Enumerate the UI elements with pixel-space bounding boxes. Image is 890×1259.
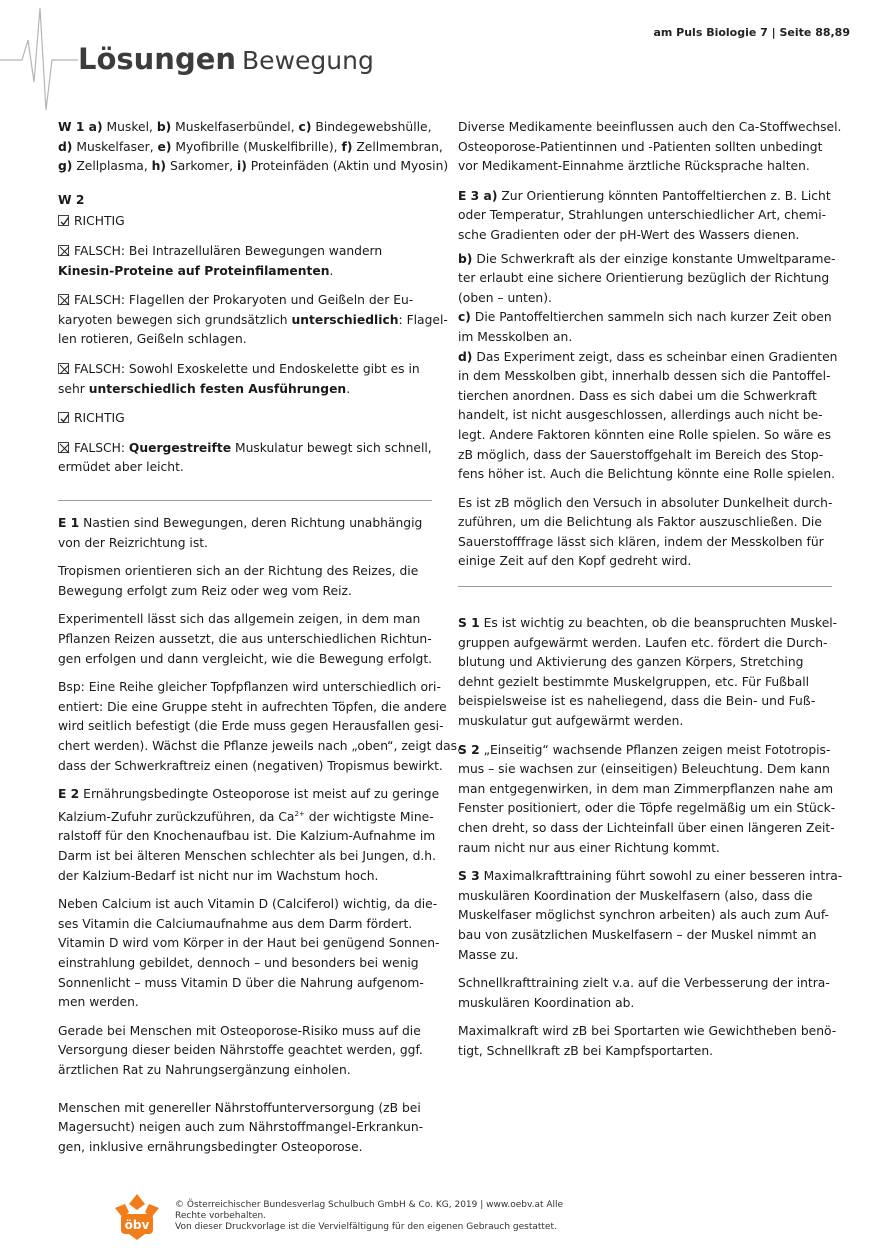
cross-icon [58, 245, 69, 256]
footer-line-3: Von dieser Druckvorlage ist die Vervielfältigung für den eigenen Gebrauch gestattet. [175, 1222, 557, 1232]
e1-paragraph-1: E 1 Nastien sind Bewegungen, deren Richtung unabhängig von der Reizrichtung ist. [58, 516, 423, 550]
book-reference: am Puls Biologie 7 | Seite 88,89 [653, 26, 850, 39]
check-icon [58, 412, 69, 423]
e1-paragraph-3: Experimentell lässt sich das allgemein zeigen, in dem man Pflanzen Reizen aussetzt, die aus unterschiedlichen Richtun- gen erfolgen und dann vergleicht, wie die Bewegung erfolgt. [58, 612, 433, 666]
page-title: Lösungen Bewegung [78, 42, 374, 76]
e1-paragraph-2: Tropismen orientieren sich an der Richtung des Reizes, die Bewegung erfolgt zum Reiz oder weg vom Reiz. [58, 564, 419, 598]
publisher-logo [115, 1194, 159, 1240]
e3-part-b: b) Die Schwerkraft als der einzige konstante Umweltparame- ter erlaubt eine sichere Orientierung bezüglich der Richtung (oben – unten). [458, 251, 836, 305]
cross-icon [58, 363, 69, 374]
w2-item-6: FALSCH: Quergestreifte Muskulatur bewegt sich schnell, ermüdet aber leicht. [58, 440, 432, 475]
e2-paragraph-3: Gerade bei Menschen mit Osteoporose-Risiko muss auf die Versorgung dieser beiden Nährstoffe geachtet werden, ggf. ärztlichen Rat zu Nahrungsergänzung einholen. [58, 1023, 423, 1077]
s3-paragraph-3: Maximalkraft wird zB bei Sportarten wie Gewichtheben benö- tigt, Schnellkraft zB bei Kampfsportarten. [458, 1024, 837, 1058]
s1-paragraph: S 1 Es ist wichtig zu beachten, ob die beanspruchten Muskel- gruppen aufgewärmt werden. Laufen etc. fördert die Durch- blutung und Aktivierung des ganzen Körpers, Stretching dehnt gezielt bestimmte Muskelgruppen, etc. Für Fußball beispielsweise ist es naheliegend, dass die Bein- und Fuß- muskulatur gut aufgewärmt werden. [458, 616, 838, 728]
svg-text:öbv: öbv [124, 1218, 150, 1232]
s3-paragraph-2: Schnellkrafttraining zielt v.a. auf die Verbesserung der intra- muskulären Koordination ab. [458, 976, 830, 1010]
w2-item-2: FALSCH: Bei Intrazellulären Bewegungen wandern Kinesin-Proteine auf Proteinfilamenten. [58, 243, 383, 278]
footer-line-1: © Österreichischer Bundesverlag Schulbuch GmbH & Co. KG, 2019 | www.oebv.at Alle [175, 1200, 564, 1210]
heartbeat-line-icon [0, 0, 80, 120]
w2-item-1: RICHTIG [58, 212, 436, 232]
e3-part-e: Es ist zB möglich den Versuch in absoluter Dunkelheit durch- zuführen, um die Belichtung als Faktor auszuschließen. Die Sauerstofffrage lässt sich klären, indem der Messkolben für einige Zeit auf den Kopf gedreht wird. [458, 495, 833, 569]
e2-paragraph-4: Menschen mit genereller Nährstoffunterversorgung (zB bei Magersucht) neigen auch zum Nährstoffmangel-Erkrankun- gen, inklusive ernährungsbedingter Osteoporose. [58, 1100, 424, 1154]
divider-right [458, 586, 832, 587]
left-column-top [58, 118, 449, 487]
w2-item-3: FALSCH: Flagellen der Prokaryoten und Geißeln der Eu- karyoten bewegen sich grundsätzlich unterschiedlich: Flagel- len rotieren, Geißeln schlagen. [58, 293, 448, 347]
w2-item-5: RICHTIG [58, 409, 436, 429]
check-icon [58, 215, 69, 226]
right-column-bottom [458, 614, 843, 1070]
e3-part-a: E 3 a) Zur Orientierung könnten Pantoffeltierchen z. B. Licht oder Temperatur, Strahlungen unterschiedlicher Art, chemi- sche Gradienten oder der pH-Wert des Wassers dienen. [458, 188, 831, 242]
cross-icon [58, 294, 69, 305]
s2-paragraph: S 2 „Einseitig“ wachsende Pflanzen zeigen meist Fototropis- mus – sie wachsen zur (einseitigen) Beleuchtung. Dem kann man entgegenwirken, in dem man Zimmerpflanzen nahe am Fenster positioniert, oder die Töpfe regelmäßig um ein Stück- chen dreht, so dass der Lichteinfall über einen längeren Zeit- raum nicht nur aus einer Richtung kommt. [458, 742, 836, 855]
e3-part-c: c) Die Pantoffeltierchen sammeln sich nach kurzer Zeit oben im Messkolben an. [458, 310, 832, 344]
right-column-top [458, 118, 842, 581]
cross-icon [58, 442, 69, 453]
w2-item-4: FALSCH: Sowohl Exoskelette und Endoskelette gibt es in sehr unterschiedlich festen Ausführungen. [58, 361, 420, 396]
footer-line-2: Rechte vorbehalten. [175, 1211, 267, 1221]
divider-left [58, 500, 432, 501]
e2-paragraph-2: Neben Calcium ist auch Vitamin D (Calciferol) wichtig, da die- ses Vitamin die Calciumaufnahme aus dem Darm fördert. Vitamin D wird vom Körper in der Haut bei genügend Sonnen- einstrahlung gebildet, dennoch – und besonders bei wenig Sonnenlicht – muss Vitamin D über die Nahrung aufgenom- men werden. [58, 897, 440, 1010]
w2-heading: W 2 [58, 192, 85, 207]
medication-paragraph: Diverse Medikamente beeinflussen auch den Ca-Stoffwechsel. Osteoporose-Patientinnen und -Patienten sollten unbedingt vor Medikament-Einnahme ärztliche Rücksprache halten. [458, 120, 842, 174]
e3-part-d: d) Das Experiment zeigt, dass es scheinbar einen Gradienten in dem Messkolben gibt, innerhalb dessen sich die Pantoffel- tierchen anordnen. Dass es sich dabei um die Schwerkraft handelt, ist nicht ausgeschlossen, allerdings auch nicht be- legt. Andere Faktoren könnten eine Rolle spielen. So wäre es zB möglich, dass der Sauerstoffgehalt im Bereich des Stop- fens höher ist. Auch die Belichtung könnte eine Rolle spielen. [458, 349, 838, 482]
e1-paragraph-4: Bsp: Eine Reihe gleicher Topfpflanzen wird unterschiedlich ori- entiert: Die eine Gruppe steht in aufrechten Töpfen, die andere wird seitlich befestigt (die Erde muss gegen Herausfallen gesi- chert werden). Wächst die Pflanze jeweils nach „oben“, zeigt das, dass der Schwerkraftreiz einen (negativen) Tropismus bewirkt. [58, 680, 461, 773]
w1-answer: W 1 a) Muskel, b) Muskelfaserbündel, c) Bindegewebshülle, d) Muskelfaser, e) Myofibrille (Muskelfibrille), f) Zellmembran, g) Zellplasma, h) Sarkomer, i) Proteinfäden (Aktin und Myosin) [58, 120, 449, 174]
e2-paragraph-1: E 2 Ernährungsbedingte Osteoporose ist meist auf zu geringe Kalzium-Zufuhr zurückzuführen, da $Ca^{2+}$ der wichtigste Mine- ralstoff für den Knochenaufbau ist. Die Kalzium-Aufnahme im Darm ist bei älteren Menschen schlechter als bei Jungen, d.h. der Kalzium-Bedarf ist nicht nur im Wachstum hoch. [58, 787, 440, 883]
left-column-bottom [58, 514, 461, 1166]
copyright-footer [175, 1200, 563, 1233]
s3-paragraph-1: S 3 Maximalkrafttraining führt sowohl zu einer besseren intra- muskulären Koordination der Muskelfasern (also, dass die Muskelfaser möglichst synchron arbeiten) als auch zum Auf- bau von zusätzlichen Muskelfasern – der Muskel nimmt an Masse zu. [458, 869, 843, 962]
